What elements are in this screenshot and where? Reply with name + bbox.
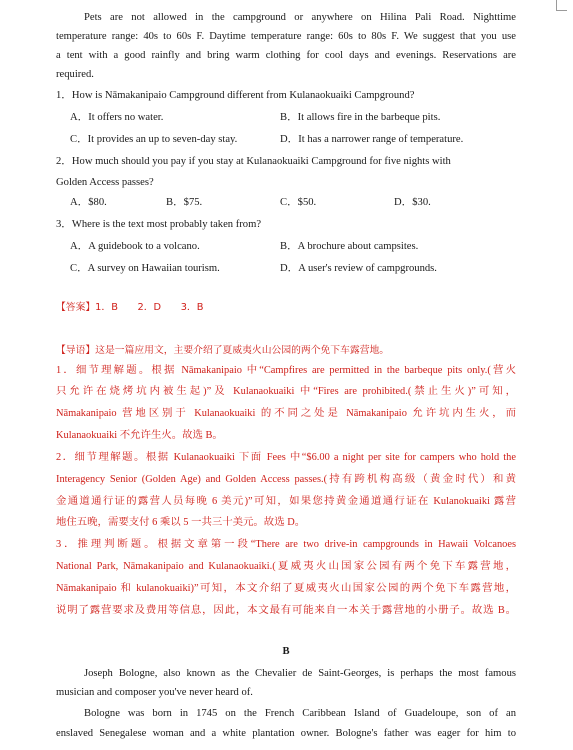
explanation-3-line: National Park, Nāmakanipaio and Kulanaokuaiki.(夏威夷火山国家公园有两个免下车露营地， [56, 561, 516, 572]
passage-a-line: a tent with a good rainfly and bring warm clothing for cool days and evenings. Reservations are [56, 50, 516, 61]
explanation-2-line: 地住五晚，需要支付 6 乘以 5 一共三十美元。故选 D。 [56, 517, 306, 528]
question-1-option-c: C．It provides an up to seven-day stay. [70, 134, 238, 145]
passage-b-line: Bologne was born in 1745 on the French Caribbean Island of Guadeloupe, son of an [84, 708, 516, 719]
question-2-option-d: D．$30. [394, 197, 431, 208]
explanation-2-line: 金通道通行证的露营人员每晚 6 美元)”可知，如果您持黄金通道通行证在 Kulanokuaiki 露营 [56, 496, 516, 507]
passage-b-line: musician and composer you've never heard of. [56, 687, 253, 698]
passage-a-line: required. [56, 69, 94, 80]
question-1-option-a: A．It offers no water. [70, 112, 164, 123]
explanation-2-line: Interagency Senior (Golden Age) and Golden Access passes.(持有跨机构高级（黄金时代）和黄 [56, 474, 516, 485]
question-2-stem: Golden Access passes? [56, 177, 154, 188]
explanation-guide: 【导语】这是一篇应用文，主要介绍了夏威夷火山公园的两个免下车露营地。 [56, 345, 390, 356]
question-2-stem: 2．How much should you pay if you stay at Kulanaokuaiki Campground for five nights with [56, 156, 451, 167]
question-2-option-a: A．$80. [70, 197, 107, 208]
page-corner-mark [556, 0, 567, 11]
explanation-1-line: Kulanaokuaiki 不允许生火。故选 B。 [56, 430, 223, 441]
explanation-3-line: Nāmakanipaio 和 kulanokuaiki)”可知，本文介绍了夏威夷火山国家公园的两个免下车露营地， [56, 583, 516, 594]
passage-b-line: Joseph Bologne, also known as the Chevalier de Saint-Georges, is perhaps the most famous [84, 668, 516, 679]
question-3-option-a: A．A guidebook to a volcano. [70, 241, 200, 252]
question-3-option-c: C．A survey on Hawaiian tourism. [70, 263, 220, 274]
explanation-1-line: Nāmakanipaio 营地区别于 Kulanaokuaiki 的不同之处是 Nāmakanipaio 允许坑内生火，而 [56, 408, 516, 419]
question-3-option-b: B．A brochure about campsites. [280, 241, 419, 252]
question-1-stem: 1．How is Nāmakanipaio Campground different from Kulanaokuaiki Campground? [56, 90, 415, 101]
passage-a-line: temperature range: 40s to 60s F. Daytime temperature range: 60s to 80s F. We suggest that you use [56, 31, 516, 42]
question-3-stem: 3．Where is the text most probably taken from? [56, 219, 262, 230]
passage-b-line: enslaved Senegalese woman and a white plantation owner. Bologne's father was eager for him to [56, 728, 516, 739]
question-1-option-d: D．It has a narrower range of temperature. [280, 134, 464, 145]
question-3-option-d: D．A user's review of campgrounds. [280, 263, 437, 274]
explanation-3-line: 说明了露营要求及费用等信息，因此，本文最有可能来自一本关于露营地的小册子。故选 B。 [56, 605, 516, 616]
question-2-option-b: B．$75. [166, 197, 203, 208]
passage-a-line: Pets are not allowed in the campground or anywhere on Hilina Pali Road. Nighttime [84, 12, 516, 23]
passage-b-label: B [282, 646, 290, 657]
question-1-option-b: B．It allows fire in the barbeque pits. [280, 112, 441, 123]
explanation-3-line: 3．推理判断题。根据文章第一段“There are two drive-in campgrounds in Hawaii Volcanoes [56, 539, 516, 550]
explanation-1-line: 只允许在烧烤坑内被生起)”及 Kulanaokuaiki 中“Fires are prohibited.(禁止生火)”可知， [56, 386, 516, 397]
answer-key: 【答案】1．B 2．D 3．B [56, 302, 204, 313]
explanation-2-line: 2．细节理解题。根据 Kulanaokuaiki 下面 Fees 中“$6.00 a night per site for campers who hold the [56, 452, 516, 463]
question-2-option-c: C．$50. [280, 197, 317, 208]
explanation-1-line: 1．细节理解题。根据 Nāmakanipaio 中“Campfires are permitted in the barbeque pits only.(营火 [56, 365, 516, 376]
